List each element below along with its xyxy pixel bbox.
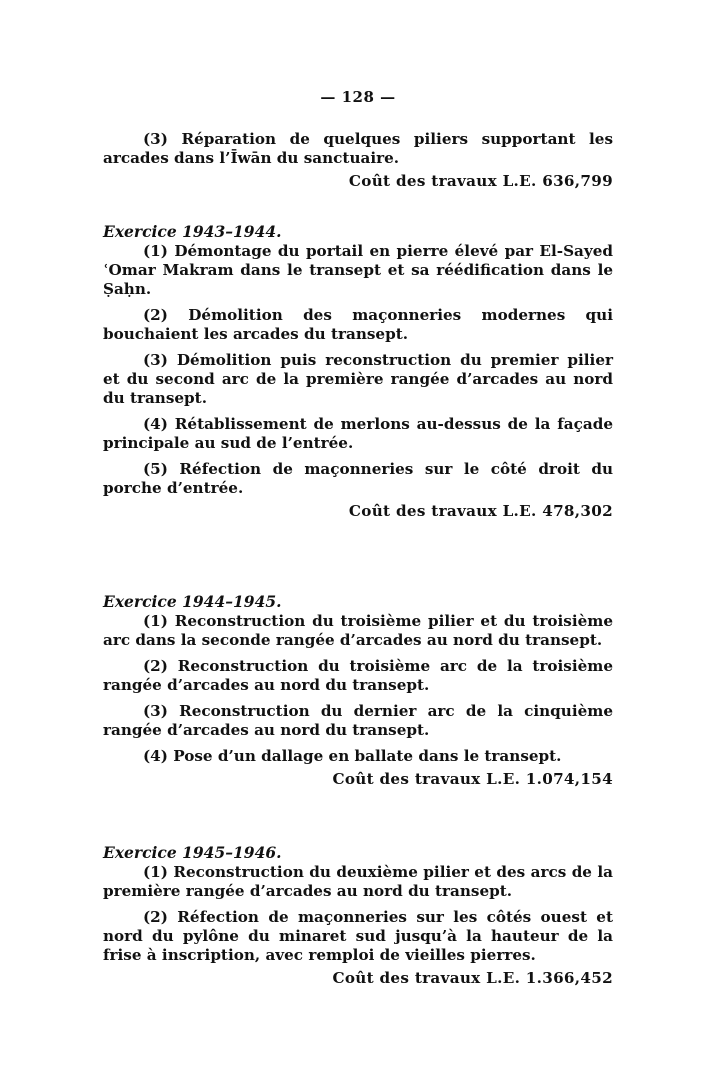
list-item: (5) Réfection de maçonneries sur le côté droit du porche d’entrée. xyxy=(103,460,613,497)
list-item: (1) Reconstruction du troisième pilier et du troisième arc dans la seconde rangée d’arcades au nord du transept. xyxy=(103,612,613,649)
list-item: (2) Réfection de maçonneries sur les côtés ouest et nord du pylône du minaret sud jusqu’à la hauteur de la frise à inscription, avec remploi de vieilles pierres. xyxy=(103,908,613,964)
list-item: (1) Démontage du portail en pierre élevé par El-Sayed ʿOmar Makram dans le transept et sa réédification dans le Ṣaḥn. xyxy=(103,242,613,298)
page-number: — 128 — xyxy=(320,88,396,106)
cost-line: Coût des travaux L.E. 478,302 xyxy=(348,502,613,520)
list-item: (4) Pose d’un dallage en ballate dans le transept. xyxy=(143,747,562,765)
exercise-heading: Exercice 1943–1944. xyxy=(103,222,282,241)
exercise-heading: Exercice 1945–1946. xyxy=(103,843,282,862)
list-item: (3) Démolition puis reconstruction du premier pilier et du second arc de la première rangée d’arcades au nord du transept. xyxy=(103,351,613,407)
cost-line: Coût des travaux L.E. 636,799 xyxy=(348,172,613,190)
cost-line: Coût des travaux L.E. 1.366,452 xyxy=(332,969,613,987)
list-item: (4) Rétablissement de merlons au-dessus de la façade principale au sud de l’entrée. xyxy=(103,415,613,452)
list-item: (2) Démolition des maçonneries modernes qui bouchaient les arcades du transept. xyxy=(103,306,613,343)
intro-block xyxy=(103,130,613,191)
exercise-section-1944-1945 xyxy=(103,592,613,789)
list-item: (2) Reconstruction du troisième arc de la troisième rangée d’arcades au nord du transept. xyxy=(103,657,613,694)
exercise-section-1943-1944 xyxy=(103,222,613,521)
list-item: (3) Réparation de quelques piliers supportant les arcades dans l’Īwān du sanctuaire. xyxy=(103,130,613,167)
exercise-section-1945-1946 xyxy=(103,843,613,988)
list-item: (1) Reconstruction du deuxième pilier et des arcs de la première rangée d’arcades au nord du transept. xyxy=(103,863,613,900)
list-item: (3) Reconstruction du dernier arc de la cinquième rangée d’arcades au nord du transept. xyxy=(103,702,613,739)
cost-line: Coût des travaux L.E. 1.074,154 xyxy=(332,770,613,788)
exercise-heading: Exercice 1944–1945. xyxy=(103,592,282,611)
